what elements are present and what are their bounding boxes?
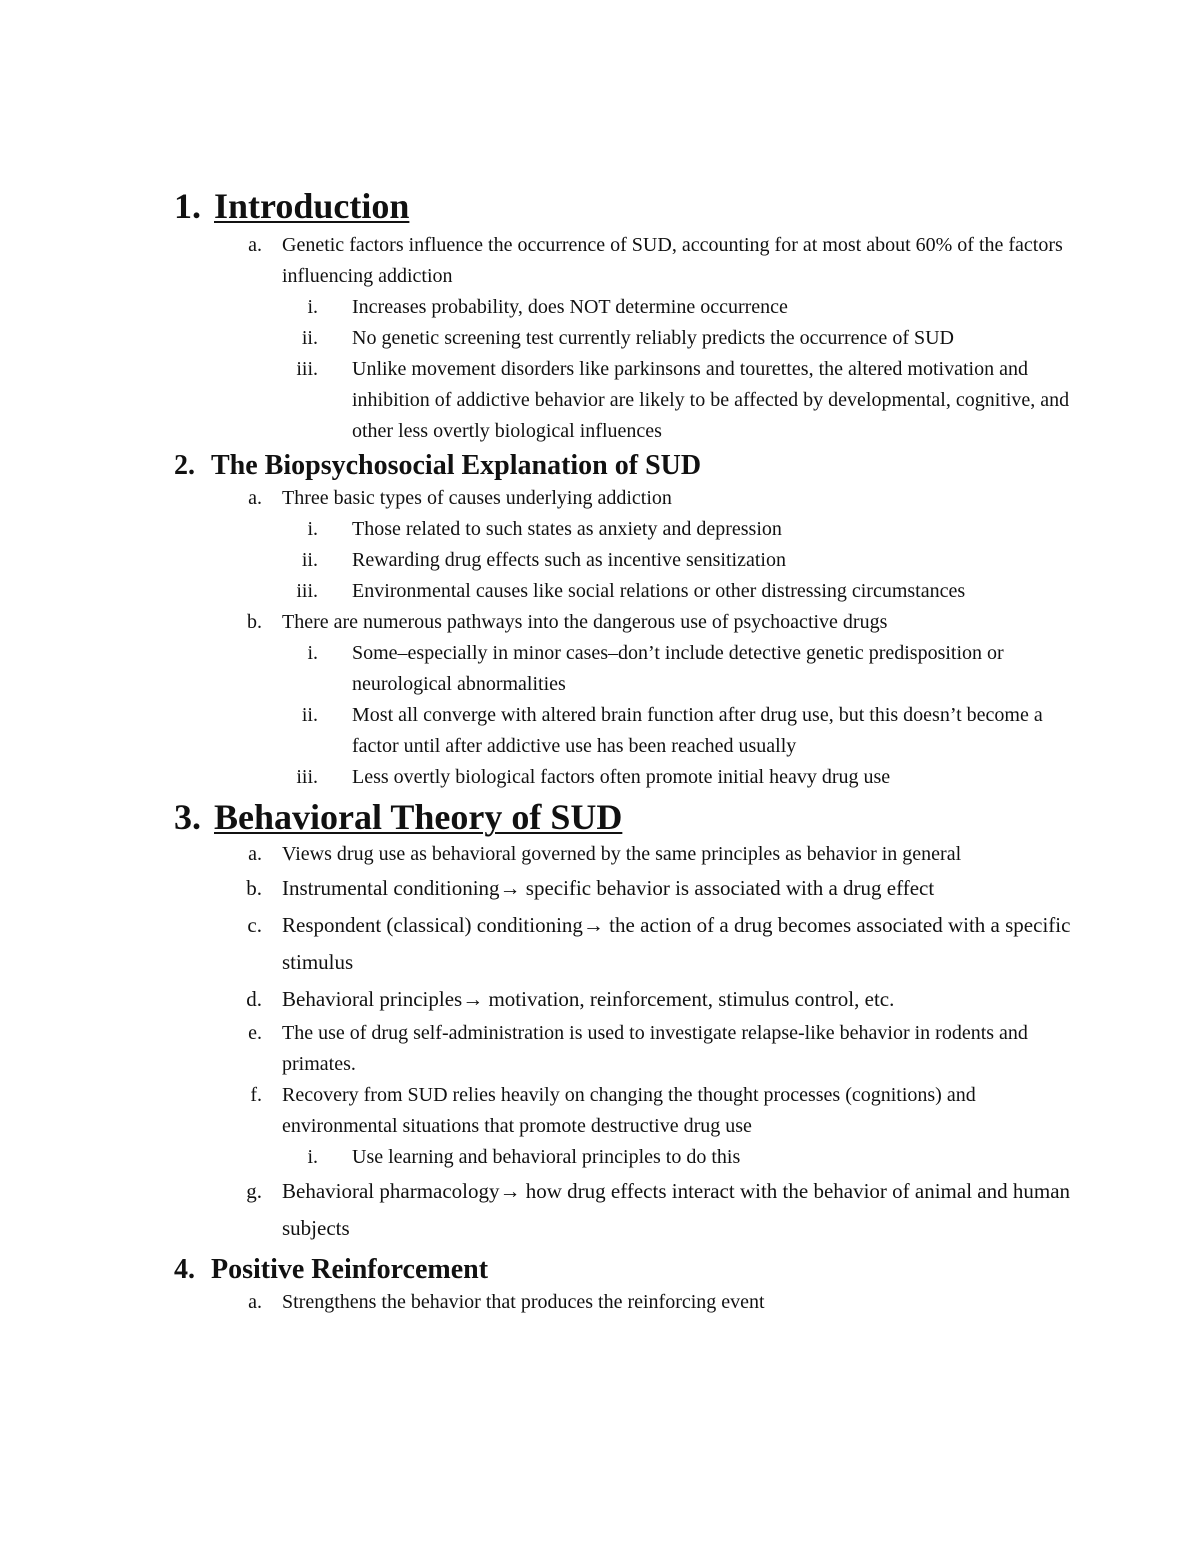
list-item bbox=[174, 230, 1074, 292]
section-number: 3. bbox=[174, 797, 201, 837]
section-title: Behavioral Theory of SUD bbox=[214, 797, 623, 837]
list-item-text: Some–especially in minor cases–don’t include detective genetic predisposition or neurological abnormalities bbox=[352, 642, 1004, 695]
sub-list-item bbox=[174, 576, 1074, 607]
list-marker: d. bbox=[246, 987, 262, 1011]
list-marker: iii. bbox=[296, 580, 318, 602]
sub-list-item bbox=[174, 638, 1074, 700]
list-marker: g. bbox=[246, 1179, 262, 1203]
section-title: Positive Reinforcement bbox=[211, 1254, 489, 1285]
sub-list-item bbox=[174, 323, 1074, 354]
sub-list-item bbox=[174, 545, 1074, 576]
list-item-text: Behavioral pharmacology→ how drug effects interact with the behavior of animal and human subjects bbox=[282, 1179, 1071, 1240]
sub-list-item bbox=[174, 1142, 1074, 1173]
section-heading bbox=[174, 186, 1074, 226]
list-item-text: Strengthens the behavior that produces the reinforcing event bbox=[282, 1291, 765, 1313]
section-behavioral-theory bbox=[174, 797, 1074, 1247]
list-item-text: Respondent (classical) conditioning→ the action of a drug becomes associated with a specific stimulus bbox=[282, 913, 1071, 974]
list-item bbox=[174, 839, 1074, 870]
section-number: 4. bbox=[174, 1254, 195, 1285]
list-marker: f. bbox=[250, 1084, 262, 1106]
section-number: 2. bbox=[174, 450, 195, 481]
notes-content bbox=[174, 186, 1074, 1318]
list-item bbox=[174, 1287, 1074, 1318]
list-marker: iii. bbox=[296, 766, 318, 788]
list-item-text: Most all converge with altered brain function after drug use, but this doesn’t become a factor until after addictive use has been reached usually bbox=[352, 704, 1043, 757]
list-item-text: Genetic factors influence the occurrence of SUD, accounting for at most about 60% of the factors influencing addiction bbox=[282, 234, 1063, 287]
list-marker: a. bbox=[248, 234, 262, 256]
sub-list-item bbox=[174, 514, 1074, 545]
list-item-text: Three basic types of causes underlying addiction bbox=[282, 487, 672, 509]
list-item-text: The use of drug self-administration is used to investigate relapse-like behavior in rodents and primates. bbox=[282, 1022, 1028, 1075]
list-marker: e. bbox=[248, 1022, 262, 1044]
list-marker: ii. bbox=[301, 327, 318, 349]
list-item-text: Less overtly biological factors often promote initial heavy drug use bbox=[352, 766, 891, 788]
list-item-text: Environmental causes like social relations or other distressing circumstances bbox=[352, 580, 966, 602]
list-item-text: Instrumental conditioning→ specific behavior is associated with a drug effect bbox=[282, 876, 935, 900]
list-item-text: Increases probability, does NOT determine occurrence bbox=[352, 296, 788, 318]
section-number: 1. bbox=[174, 186, 201, 226]
section-heading bbox=[174, 797, 1074, 837]
list-marker: a. bbox=[248, 843, 262, 865]
section-introduction bbox=[174, 186, 1074, 447]
list-item bbox=[174, 981, 1074, 1018]
list-marker: ii. bbox=[301, 549, 318, 571]
section-positive-reinforcement bbox=[174, 1253, 1074, 1318]
list-marker: b. bbox=[247, 611, 262, 633]
list-marker: i. bbox=[307, 642, 318, 664]
list-item-text: Use learning and behavioral principles to do this bbox=[352, 1146, 741, 1168]
list-item-text: No genetic screening test currently reliably predicts the occurrence of SUD bbox=[352, 327, 954, 349]
list-item-text: Views drug use as behavioral governed by the same principles as behavior in general bbox=[282, 843, 962, 865]
list-marker: i. bbox=[307, 518, 318, 540]
sub-list-item bbox=[174, 292, 1074, 323]
list-marker: b. bbox=[246, 876, 262, 900]
section-heading bbox=[174, 449, 1074, 483]
list-item bbox=[174, 1173, 1074, 1247]
list-item bbox=[174, 870, 1074, 907]
sub-list-item bbox=[174, 354, 1074, 447]
list-item-text: Those related to such states as anxiety and depression bbox=[352, 518, 782, 540]
sub-list-item bbox=[174, 700, 1074, 762]
list-item-text: Recovery from SUD relies heavily on changing the thought processes (cognitions) and environmental situations that promote destructive drug use bbox=[282, 1084, 976, 1137]
list-item bbox=[174, 1080, 1074, 1142]
list-marker: a. bbox=[248, 487, 262, 509]
sub-list-item bbox=[174, 762, 1074, 793]
list-item-text: Behavioral principles→ motivation, reinforcement, stimulus control, etc. bbox=[282, 987, 895, 1011]
list-marker: i. bbox=[307, 296, 318, 318]
section-heading bbox=[174, 1253, 1074, 1287]
list-marker: c. bbox=[247, 913, 262, 937]
list-item bbox=[174, 607, 1074, 638]
list-item-text: Unlike movement disorders like parkinsons and tourettes, the altered motivation and inhibition of addictive behavior are likely to be affected by developmental, cognitive, and other less overtly biological influences bbox=[352, 358, 1070, 442]
section-title: The Biopsychosocial Explanation of SUD bbox=[211, 450, 702, 481]
section-biopsychosocial bbox=[174, 449, 1074, 793]
list-item-text: There are numerous pathways into the dangerous use of psychoactive drugs bbox=[282, 611, 888, 633]
list-item-text: Rewarding drug effects such as incentive sensitization bbox=[352, 549, 786, 571]
list-item bbox=[174, 1018, 1074, 1080]
section-title: Introduction bbox=[214, 186, 410, 226]
list-item bbox=[174, 483, 1074, 514]
list-marker: i. bbox=[307, 1146, 318, 1168]
list-marker: ii. bbox=[301, 704, 318, 726]
list-marker: a. bbox=[248, 1291, 262, 1313]
list-item bbox=[174, 907, 1074, 981]
list-marker: iii. bbox=[296, 358, 318, 380]
